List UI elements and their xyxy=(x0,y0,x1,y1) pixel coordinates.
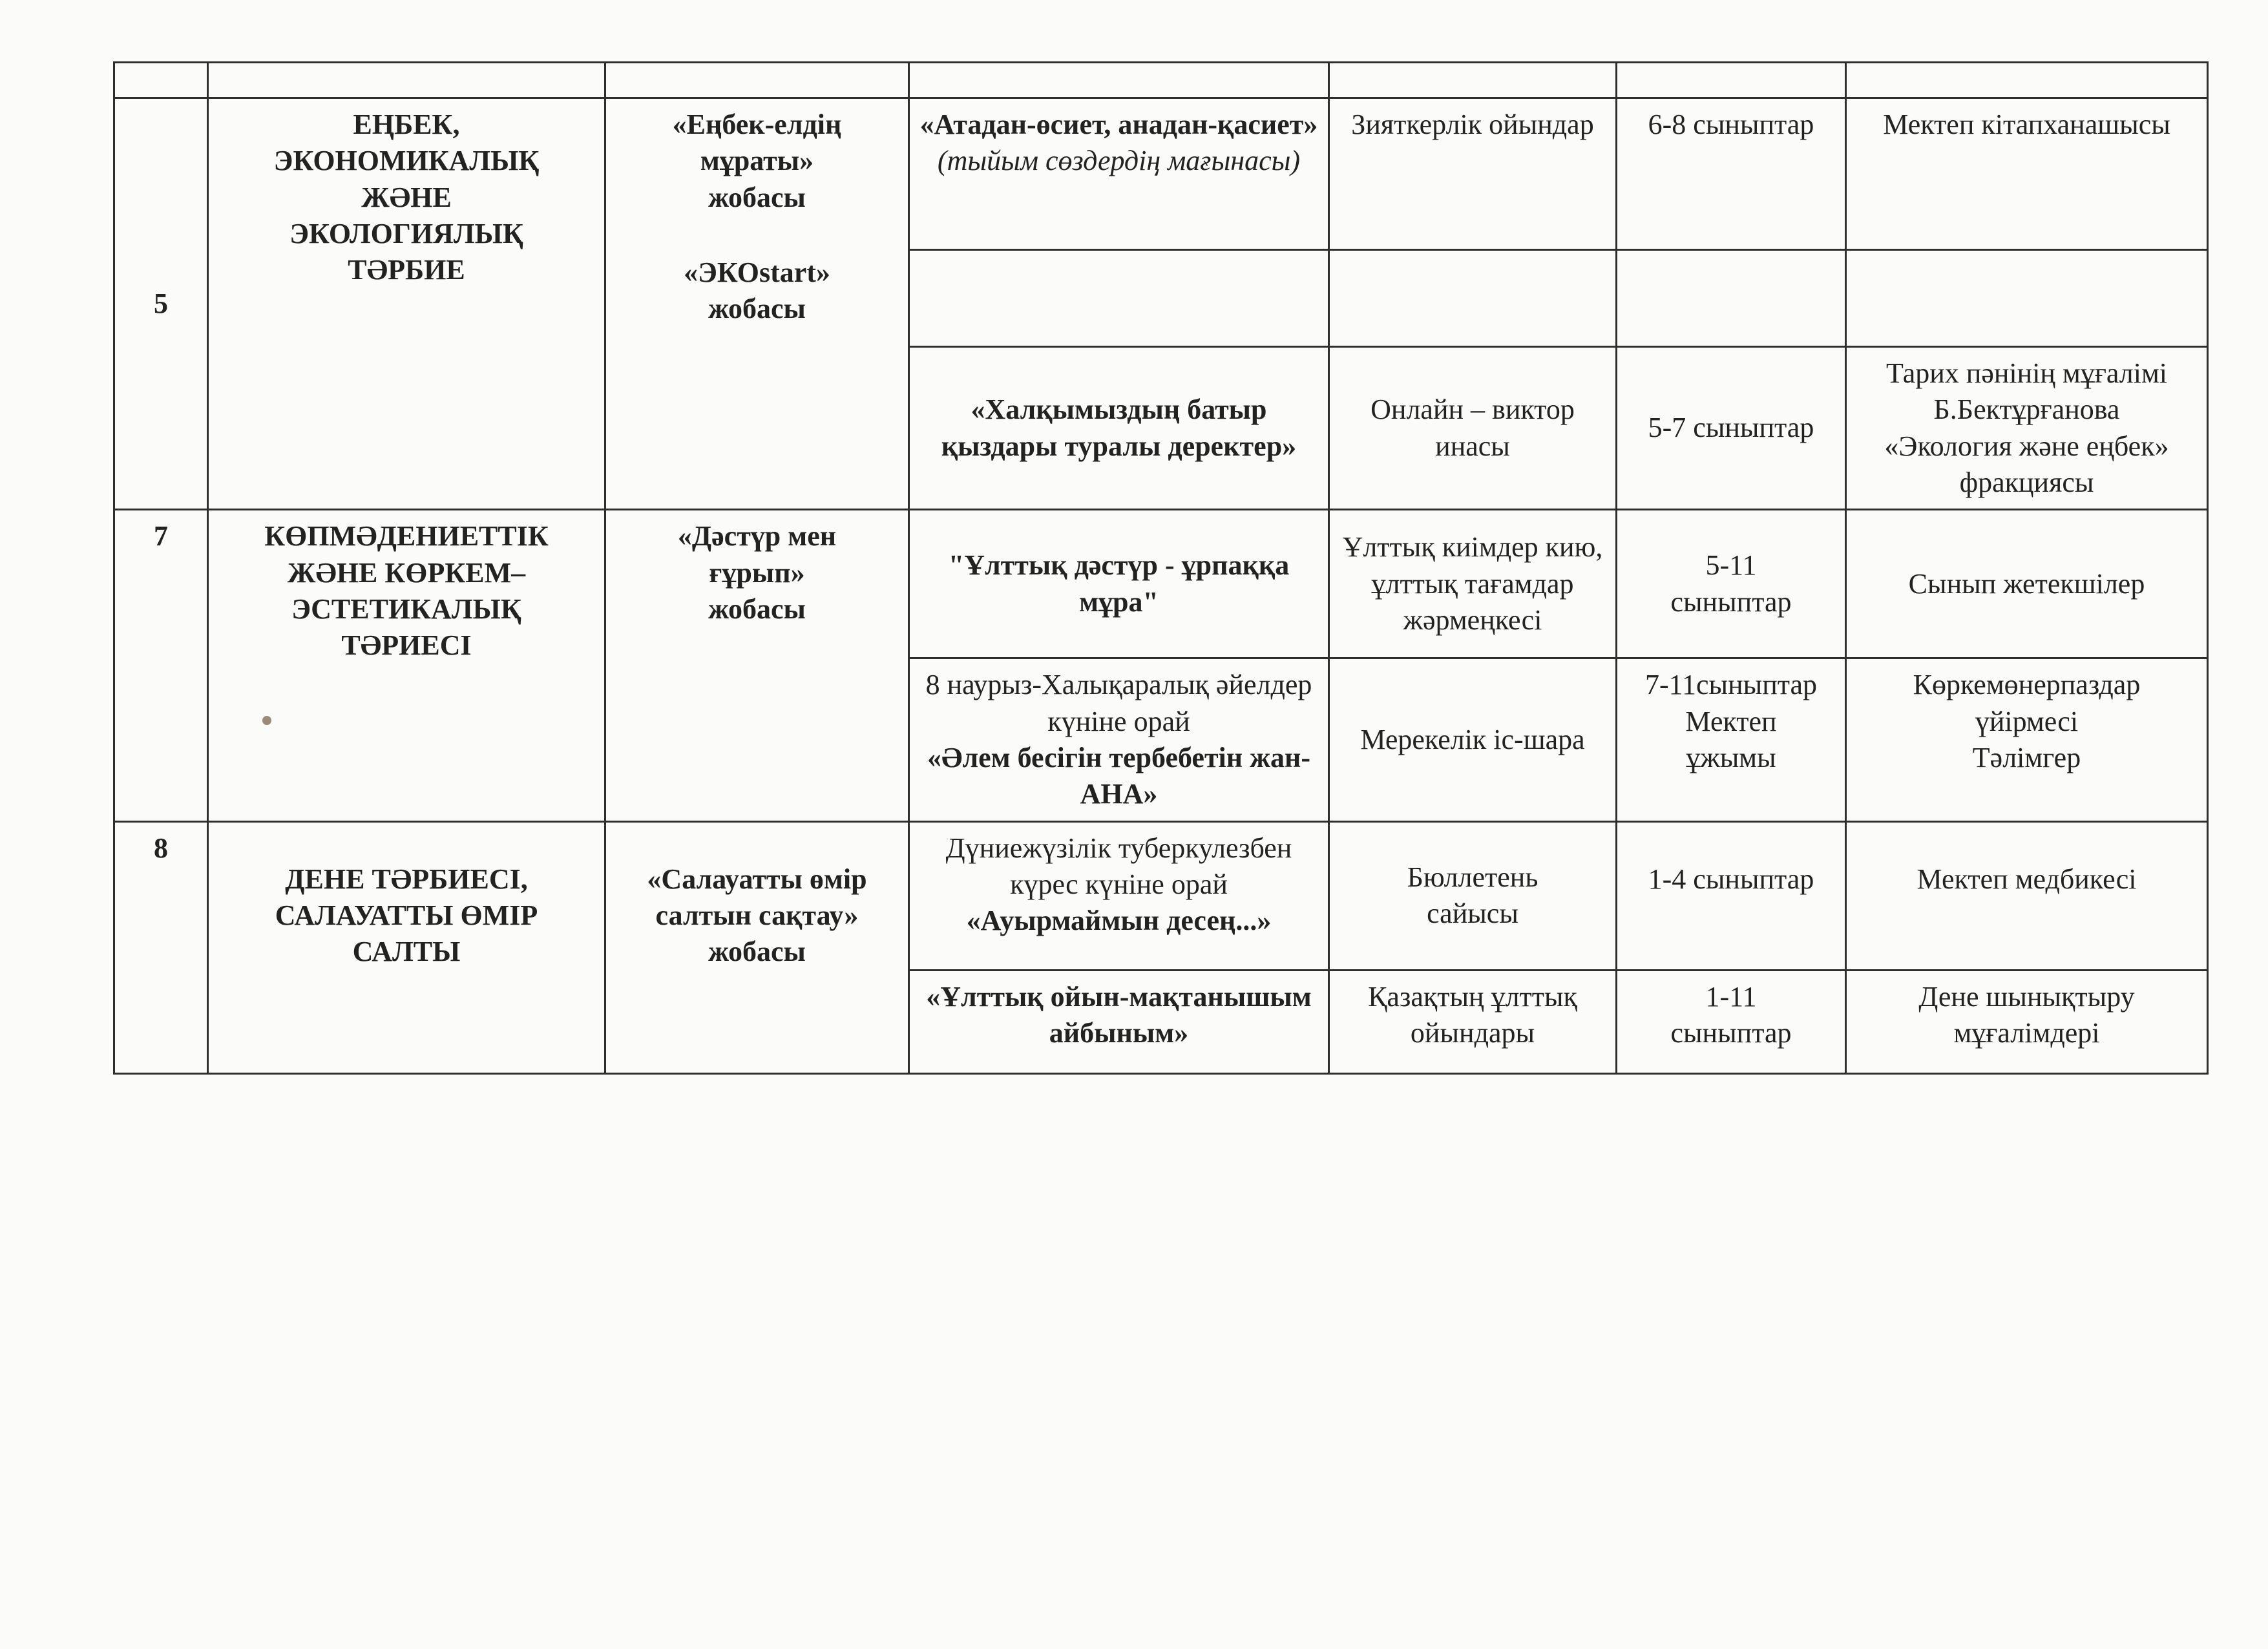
event-form-cell: Онлайн – виктор инасы xyxy=(1329,347,1617,510)
project-line: «ЭКОstart» xyxy=(684,256,830,288)
event-grades-cell xyxy=(1617,970,1846,1073)
responsible-line: Дене шынықтыру xyxy=(1918,980,2135,1013)
event-subtitle: (тыйым сөздердің мағынасы) xyxy=(937,145,1301,177)
event-title-cell xyxy=(909,98,1329,250)
responsible-line: Б.Бектұрғанова xyxy=(1933,394,2120,426)
event-title-cell: "Ұлттық дәстүр - ұрпаққа мұра" xyxy=(909,510,1329,658)
direction-line: ЭСТЕТИКАЛЫҚ xyxy=(291,593,521,625)
responsible-line: үйірмесі xyxy=(1975,705,2079,737)
grades-line: 5-11 xyxy=(1705,549,1757,582)
form-line: Бюллетень xyxy=(1407,861,1538,893)
event-grades-cell: 1-4 сыныптар xyxy=(1617,821,1846,970)
direction-line: ТӘРБИЕ xyxy=(348,254,465,286)
project-line: «Еңбек-елдің xyxy=(672,109,842,140)
project-line: мұраты» xyxy=(700,145,814,177)
direction-line: КӨПМӘДЕНИЕТТІК xyxy=(264,520,549,552)
direction-cell xyxy=(208,98,605,510)
event-title: «Әлем бесігін тербебетін жан-АНА» xyxy=(927,741,1311,810)
table-row xyxy=(114,98,2208,250)
event-title: «Атадан-өсиет, анадан-қасиет» xyxy=(919,109,1318,140)
scan-speck xyxy=(262,716,271,725)
event-responsible-cell: Сынып жетекшілер xyxy=(1846,510,2208,658)
direction-line: ЖӘНЕ КӨРКЕМ– xyxy=(287,556,526,589)
direction-line: САЛАУАТТЫ ӨМІР xyxy=(275,899,538,931)
project-line: жобасы xyxy=(708,593,806,625)
grades-line: сыныптар xyxy=(1670,585,1792,618)
direction-line: ДЕНЕ ТӘРБИЕСІ, xyxy=(285,863,528,895)
table-row xyxy=(114,821,2208,970)
event-form-cell xyxy=(1329,821,1617,970)
event-title-cell xyxy=(909,658,1329,821)
project-line: жобасы xyxy=(708,936,806,968)
project-cell xyxy=(605,98,909,510)
grades-line: 1-11 xyxy=(1705,980,1757,1013)
responsible-line: Тәлімгер xyxy=(1972,741,2081,773)
event-responsible-cell: Мектеп медбикесі xyxy=(1846,821,2208,970)
direction-line: САЛТЫ xyxy=(352,936,461,968)
event-form-cell: Мерекелік іс-шара xyxy=(1329,658,1617,821)
project-cell xyxy=(605,510,909,821)
project-line: «Салауатты өмір xyxy=(647,863,867,895)
event-responsible-cell: Мектеп кітапханашысы xyxy=(1846,98,2208,250)
row-number: 5 xyxy=(114,98,208,510)
form-line: сайысы xyxy=(1427,898,1518,929)
row-number: 8 xyxy=(114,821,208,1073)
project-cell xyxy=(605,821,909,1073)
event-title: «Ауырмаймын десең...» xyxy=(966,905,1272,937)
event-grades-cell: 6-8 сыныптар xyxy=(1617,98,1846,250)
project-line: салтын сақтау» xyxy=(655,899,859,931)
grades-line: Мектеп xyxy=(1685,705,1777,737)
event-grades-cell: 5-7 сыныптар xyxy=(1617,347,1846,510)
direction-cell xyxy=(208,821,605,1073)
event-grades-cell xyxy=(1617,510,1846,658)
project-line: ғұрып» xyxy=(709,556,805,589)
event-responsible-cell xyxy=(1846,970,2208,1073)
event-responsible-cell xyxy=(1846,658,2208,821)
responsible-line: фракциясы xyxy=(1959,466,2094,498)
project-line: жобасы xyxy=(708,181,806,213)
event-title-cell: «Ұлттық ойын-мақтанышым айбыным» xyxy=(909,970,1329,1073)
direction-line: ЭКОНОМИКАЛЫҚ xyxy=(273,145,540,177)
direction-cell xyxy=(208,510,605,821)
responsible-line: Тарих пәнінің мұғалімі xyxy=(1885,357,2168,389)
event-title-cell xyxy=(909,821,1329,970)
event-title-cell: «Халқымыздың батыр қыздары туралы деректер» xyxy=(909,347,1329,510)
table-header-row xyxy=(114,63,2208,98)
event-title-plain: 8 наурыз-Халықаралық әйелдер күніне орай xyxy=(925,669,1312,737)
project-line: жобасы xyxy=(708,293,806,325)
grades-line: 7-11сыныптар xyxy=(1644,669,1818,701)
event-title-plain: Дүниежүзілік туберкулезбен күрес күніне орай xyxy=(945,832,1292,900)
responsible-line: мұғалімдері xyxy=(1953,1016,2100,1049)
event-responsible-cell xyxy=(1846,347,2208,510)
direction-line: ТӘРИЕСІ xyxy=(341,629,472,662)
grades-line: сыныптар xyxy=(1670,1016,1792,1049)
row-number: 7 xyxy=(114,510,208,821)
event-form-cell: Қазақтың ұлттық ойындары xyxy=(1329,970,1617,1073)
direction-line: ЕҢБЕК, xyxy=(353,109,460,140)
project-line: «Дәстүр мен xyxy=(677,520,837,552)
event-grades-cell xyxy=(1617,658,1846,821)
table-row xyxy=(114,510,2208,658)
responsible-line: «Экология және еңбек» xyxy=(1884,430,2169,462)
event-form-cell: Зияткерлік ойындар xyxy=(1329,98,1617,250)
grades-line: ұжымы xyxy=(1686,741,1776,773)
responsible-line: Көркемөнерпаздар xyxy=(1913,669,2141,701)
education-plan-table xyxy=(113,61,2209,1075)
direction-line: ЖӘНЕ xyxy=(361,181,452,213)
event-form-cell: Ұлттық киімдер кию, ұлттық тағамдар жәрмеңкесі xyxy=(1329,510,1617,658)
direction-line: ЭКОЛОГИЯЛЫҚ xyxy=(289,217,523,249)
